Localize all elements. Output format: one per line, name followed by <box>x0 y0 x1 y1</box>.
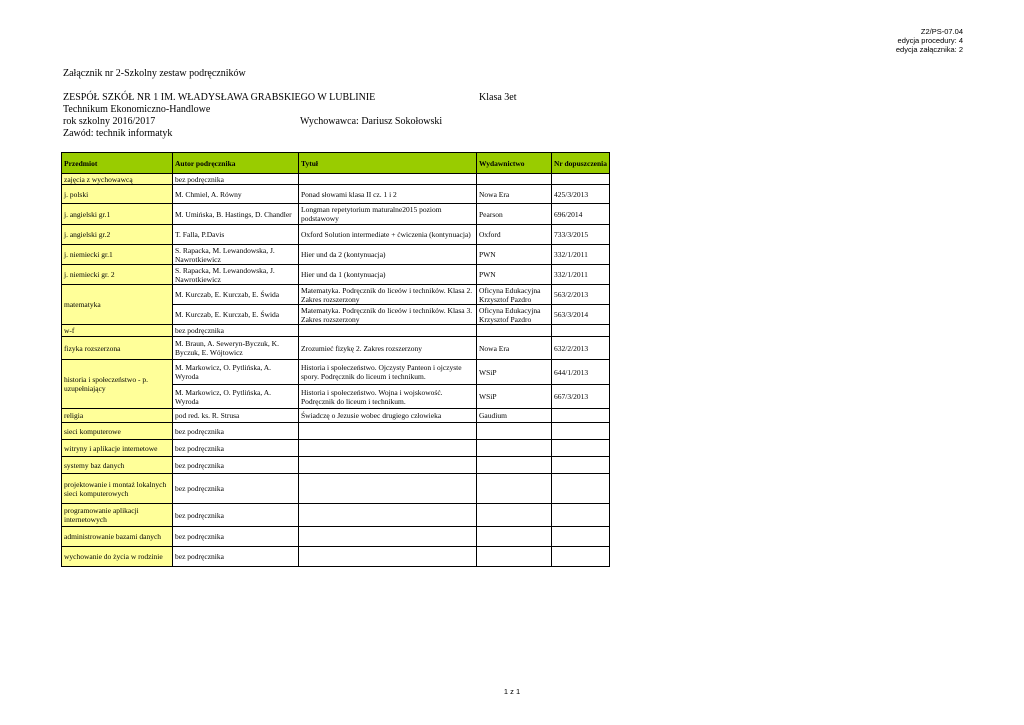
title-cell <box>299 325 477 337</box>
approval-number-cell: 644/1/2013 <box>552 360 610 385</box>
publisher-cell <box>477 440 552 457</box>
author-cell: bez podręcznika <box>173 457 299 474</box>
subject-cell: historia i społeczeństwo - p. uzupełniający <box>62 360 173 409</box>
subject-cell: wychowanie do życia w rodzinie <box>62 547 173 567</box>
title-cell: Longman repetytorium maturalne2015 poziom podstawowy <box>299 204 477 225</box>
approval-number-cell <box>552 423 610 440</box>
title-cell: Hier und da 2 (kontynuacja) <box>299 245 477 265</box>
school-year: rok szkolny 2016/2017 <box>63 116 156 127</box>
author-cell: T. Falla, P.Davis <box>173 225 299 245</box>
author-cell: bez podręcznika <box>173 440 299 457</box>
table-row <box>62 204 610 225</box>
author-cell: bez podręcznika <box>173 325 299 337</box>
approval-number-cell: 667/3/2013 <box>552 385 610 409</box>
approval-number-cell: 425/3/2013 <box>552 185 610 204</box>
author-cell: bez podręcznika <box>173 423 299 440</box>
title-cell <box>299 527 477 547</box>
approval-number-cell <box>552 409 610 423</box>
table-row <box>62 174 610 185</box>
publisher-cell <box>477 174 552 185</box>
publisher-cell <box>477 527 552 547</box>
approval-number-cell: 332/1/2011 <box>552 245 610 265</box>
table-row <box>62 360 610 385</box>
author-cell: bez podręcznika <box>173 174 299 185</box>
title-cell: Hier und da 1 (kontynuacja) <box>299 265 477 285</box>
author-cell: bez podręcznika <box>173 547 299 567</box>
subject-cell: j. polski <box>62 185 173 204</box>
procedure-edition: edycja procedury: 4 <box>897 36 963 45</box>
publisher-cell: Oxford <box>477 225 552 245</box>
author-cell: M. Umińska, B. Hastings, D. Chandler <box>173 204 299 225</box>
table-row <box>62 527 610 547</box>
title-cell <box>299 474 477 504</box>
document-meta <box>896 27 963 54</box>
author-cell: S. Rapacka, M. Lewandowska, J. Nawrotkiewicz <box>173 265 299 285</box>
publisher-cell: WSiP <box>477 385 552 409</box>
attachment-edition: edycja załącznika: 2 <box>895 45 963 54</box>
approval-number-cell: 696/2014 <box>552 204 610 225</box>
publisher-cell <box>477 325 552 337</box>
school-type: Technikum Ekonomiczno-Handlowe <box>63 104 211 115</box>
title-cell: Matematyka. Podręcznik do liceów i techników. Klasa 3. Zakres rozszerzony <box>299 305 477 325</box>
publisher-cell: PWN <box>477 245 552 265</box>
author-cell: pod red. ks. R. Strusa <box>173 409 299 423</box>
subject-cell: j. niemiecki gr. 2 <box>62 265 173 285</box>
author-cell: M. Kurczab, E. Kurczab, E. Świda <box>173 305 299 325</box>
author-cell: M. Markowicz, O. Pytlińska, A. Wyroda <box>173 360 299 385</box>
subject-cell: witryny i aplikacje internetowe <box>62 440 173 457</box>
approval-number-cell: 563/2/2013 <box>552 285 610 305</box>
publisher-cell <box>477 504 552 527</box>
subject-cell: projektowanie i montaż lokalnych sieci komputerowych <box>62 474 173 504</box>
approval-number-cell <box>552 547 610 567</box>
approval-number-cell: 632/2/2013 <box>552 337 610 360</box>
publisher-cell: Gaudium <box>477 409 552 423</box>
title-cell <box>299 504 477 527</box>
table-row <box>62 440 610 457</box>
approval-number-cell: 563/3/2014 <box>552 305 610 325</box>
table-row <box>62 245 610 265</box>
title-cell <box>299 423 477 440</box>
subject-cell: programowanie aplikacji internetowych <box>62 504 173 527</box>
subject-cell: religia <box>62 409 173 423</box>
approval-number-cell: 733/3/2015 <box>552 225 610 245</box>
title-cell <box>299 547 477 567</box>
publisher-cell: Oficyna Edukacyjna Krzysztof Pazdro <box>477 305 552 325</box>
author-cell: M. Markowicz, O. Pytlińska, A. Wyroda <box>173 385 299 409</box>
approval-number-cell <box>552 457 610 474</box>
table-row <box>62 504 610 527</box>
title-cell: Matematyka. Podręcznik do liceów i techników. Klasa 2. Zakres rozszerzony <box>299 285 477 305</box>
subject-cell: sieci komputerowe <box>62 423 173 440</box>
approval-number-cell <box>552 504 610 527</box>
title-cell: Zrozumieć fizykę 2. Zakres rozszerzony <box>299 337 477 360</box>
column-header-subject: Przedmiot <box>62 153 173 174</box>
procedure-code: Z2/PS-07.04 <box>920 27 963 36</box>
publisher-cell: Nowa Era <box>477 337 552 360</box>
attachment-title: Załącznik nr 2-Szkolny zestaw podręczników <box>63 68 246 79</box>
table-row <box>62 457 610 474</box>
publisher-cell <box>477 474 552 504</box>
publisher-cell: Pearson <box>477 204 552 225</box>
subject-cell: zajęcia z wychowawcą <box>62 174 173 185</box>
profession: Zawód: technik informatyk <box>63 128 173 139</box>
title-cell: Oxford Solution intermediate + ćwiczenia (kontynuacja) <box>299 225 477 245</box>
table-row <box>62 409 610 423</box>
author-cell: bez podręcznika <box>173 527 299 547</box>
approval-number-cell <box>552 174 610 185</box>
publisher-cell <box>477 457 552 474</box>
author-cell: S. Rapacka, M. Lewandowska, J. Nawrotkiewicz <box>173 245 299 265</box>
approval-number-cell <box>552 440 610 457</box>
author-cell: M. Chmiel, A. Równy <box>173 185 299 204</box>
author-cell: bez podręcznika <box>173 474 299 504</box>
title-cell: Świadczę o Jezusie wobec drugiego człowieka <box>299 409 477 423</box>
approval-number-cell <box>552 527 610 547</box>
table-row <box>62 265 610 285</box>
publisher-cell <box>477 423 552 440</box>
publisher-cell: Nowa Era <box>477 185 552 204</box>
subject-cell: j. angielski gr.2 <box>62 225 173 245</box>
subject-cell: j. niemiecki gr.1 <box>62 245 173 265</box>
approval-number-cell: 332/1/2011 <box>552 265 610 285</box>
approval-number-cell <box>552 474 610 504</box>
title-cell <box>299 457 477 474</box>
title-cell: Ponad słowami klasa II cz. 1 i 2 <box>299 185 477 204</box>
publisher-cell: WSiP <box>477 360 552 385</box>
title-cell <box>299 440 477 457</box>
subject-cell: fizyka rozszerzona <box>62 337 173 360</box>
title-cell: Historia i społeczeństwo. Ojczysty Panteon i ojczyste spory. Podręcznik do liceum i technikum. <box>299 360 477 385</box>
subject-cell: w-f <box>62 325 173 337</box>
subject-cell: administrowanie bazami danych <box>62 527 173 547</box>
column-header-author: Autor podręcznika <box>173 153 299 174</box>
table-row <box>62 423 610 440</box>
title-cell <box>299 174 477 185</box>
approval-number-cell <box>552 325 610 337</box>
author-cell: M. Kurczab, E. Kurczab, E. Świda <box>173 285 299 305</box>
column-header-title: Tytuł <box>299 153 477 174</box>
author-cell: bez podręcznika <box>173 504 299 527</box>
table-row <box>62 325 610 337</box>
table-row <box>62 547 610 567</box>
table-header-row <box>62 153 610 174</box>
table-row <box>62 185 610 204</box>
table-row <box>62 285 610 305</box>
publisher-cell: PWN <box>477 265 552 285</box>
column-header-publisher: Wydawnictwo <box>477 153 552 174</box>
author-cell: M. Braun, A. Seweryn-Byczuk, K. Byczuk, E. Wójtowicz <box>173 337 299 360</box>
publisher-cell: Oficyna Edukacyjna Krzysztof Pazdro <box>477 285 552 305</box>
class-tutor: Wychowawca: Dariusz Sokołowski <box>300 116 443 127</box>
table-row <box>62 225 610 245</box>
subject-cell: systemy baz danych <box>62 457 173 474</box>
publisher-cell <box>477 547 552 567</box>
subject-cell: j. angielski gr.1 <box>62 204 173 225</box>
subject-cell: matematyka <box>62 285 173 325</box>
table-row <box>62 337 610 360</box>
column-header-approval-number: Nr dopuszczenia <box>552 153 610 174</box>
title-cell: Historia i społeczeństwo. Wojna i wojskowość. Podręcznik do liceum i technikum. <box>299 385 477 409</box>
page-number: 1 z 1 <box>503 687 521 696</box>
school-name: ZESPÓŁ SZKÓŁ NR 1 IM. WŁADYSŁAWA GRABSKIEGO W LUBLINIE <box>63 92 376 103</box>
table-row <box>62 474 610 504</box>
textbook-table <box>61 152 610 567</box>
class-name: Klasa 3et <box>479 92 517 103</box>
